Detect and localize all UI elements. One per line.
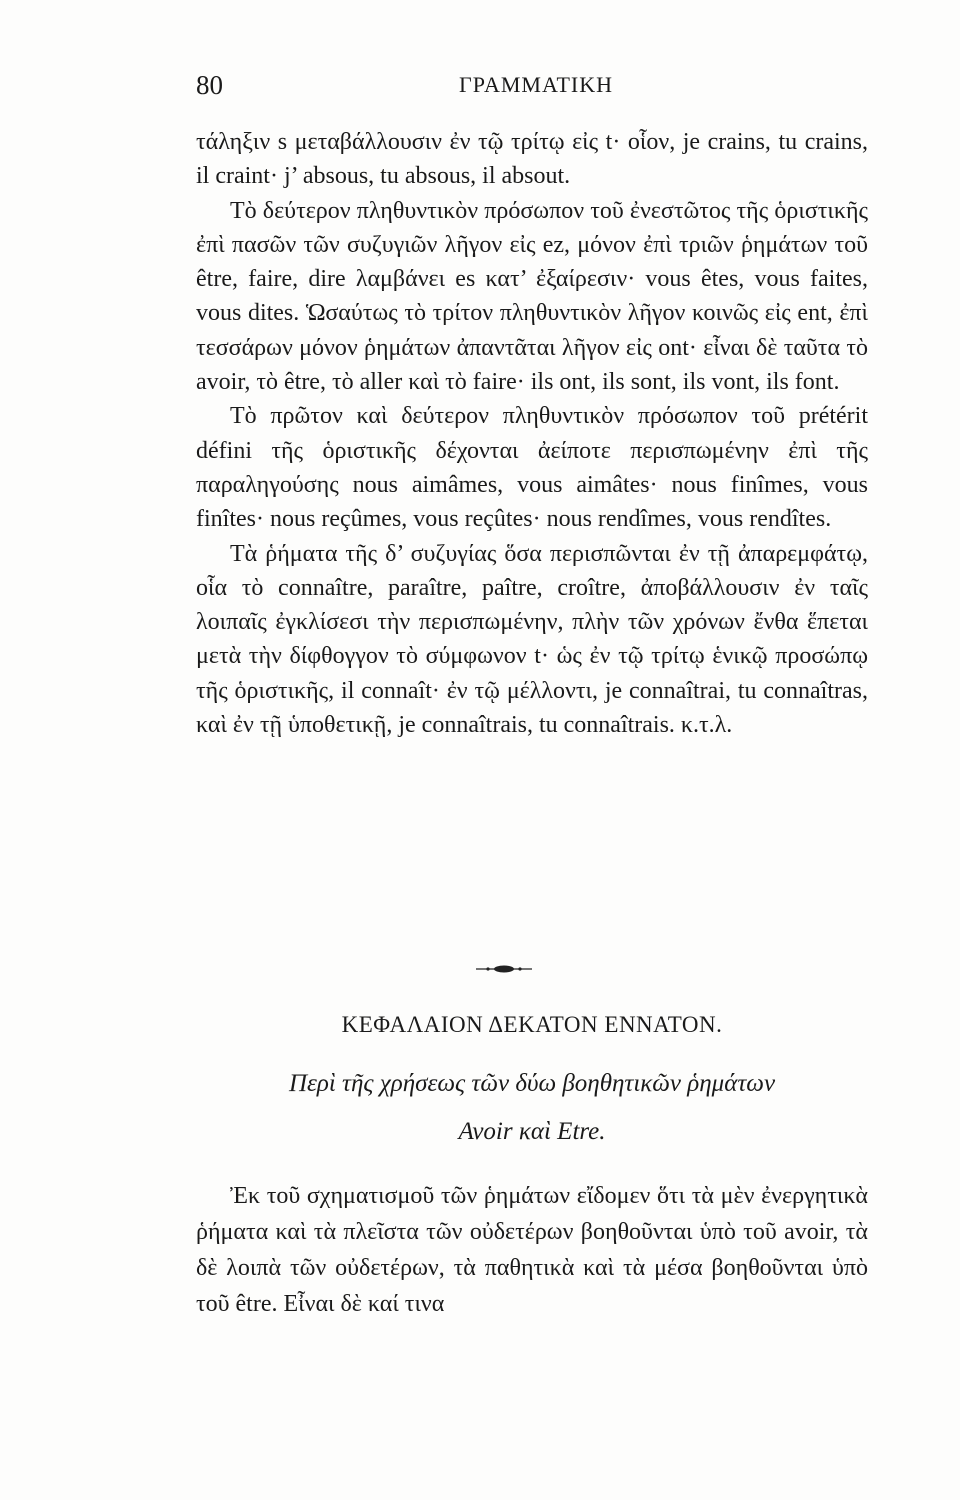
chapter-subtitle-line2: Avoir καὶ Etre.: [458, 1118, 606, 1145]
page-header: [196, 70, 876, 110]
paragraph-continuation: τάληξιν s μεταβάλλουσιν ἐν τῷ τρίτῳ εἰς t· οἷον, je crains, tu crains, il craint· j’ absous, tu absous, il absout.: [196, 129, 868, 190]
chapter-subtitle-line1: Περὶ τῆς χρήσεως τῶν δύω βοηθητικῶν ῥημάτων: [288, 1070, 776, 1097]
paragraph-fourth-conjugation: Τὰ ῥήματα τῆς δ’ συζυγίας ὅσα περισπῶνται ἐν τῇ ἀπαρεμφάτῳ, οἷα τὸ connaître, paraître, paître, croître, ἀποβάλλουσιν ἐν ταῖς λοιπαῖς ἐγκλίσεσι τὴν περισπωμένην, πλὴν τῶν χρόνων ἔνθα ἕπεται μετὰ τὴν δίφθογγον τὸ σύμφωνον t· ὡς ἐν τῷ τρίτῳ ἑνικῷ προσώπῳ τῆς ὁριστικῆς, il connaît· ἐν τῷ μέλλοντι, je connaîtrai, tu connaîtras, καὶ ἐν τῇ ὑποθετικῇ, je connaîtrais, tu connaîtrais. κ.τ.λ.: [196, 540, 868, 739]
paragraph-preterit-defini: Τὸ πρῶτον καὶ δεύτερον πληθυντικὸν πρόσωπον τοῦ prétérit défini τῆς ὁριστικῆς δέχονται ἀείποτε περισπωμένην ἐπὶ τῆς παραληγούσης nous aimâmes, vous aimâtes· nous finîmes, vous finîtes· nous reçûmes, vous reçûtes· nous rendîmes, vous rendîtes.: [196, 403, 868, 533]
page-number: 80: [196, 70, 223, 100]
running-title: ΓΡΑΜΜΑΤΙΚΗ: [459, 72, 613, 97]
chapter-text: [196, 1178, 868, 1322]
main-text: [196, 125, 868, 742]
chapter-heading: ΚΕΦΑΛΑΙΟΝ ΔΕΚΑΤΟΝ ΕΝΝΑΤΟΝ.: [341, 1012, 723, 1037]
section-divider-ornament: [474, 963, 534, 975]
paragraph-second-plural: Τὸ δεύτερον πληθυντικὸν πρόσωπον τοῦ ἐνεστῶτος τῆς ὁριστικῆς ἐπὶ πασῶν τῶν συζυγιῶν λῆγον εἰς ez, μόνον ἐπὶ τριῶν ῥημάτων τοῦ être, faire, dire λαμβάνει es κατ’ ἐξαίρεσιν· vous êtes, vous faites, vous dites. Ὡσαύτως τὸ τρίτον πληθυντικὸν λῆγον κοινῶς εἰς ent, ἐπὶ τεσσάρων μόνον ῥημάτων ἀπαντᾶται λῆγον εἰς ont· εἶναι δὲ ταῦτα τὸ avoir, τὸ être, τὸ aller καὶ τὸ faire· ils ont, ils sont, ils vont, ils font.: [196, 197, 868, 396]
paragraph-auxiliary-verbs: Ἐκ τοῦ σχηματισμοῦ τῶν ῥημάτων εἴδομεν ὅτι τὰ μὲν ἐνεργητικὰ ῥήματα καὶ τὰ πλεῖστα τῶν οὐδετέρων βοηθοῦνται ὑπὸ τοῦ avoir, τὰ δὲ λοιπὰ τῶν οὐδετέρων, τὰ παθητικὰ καὶ τὰ μέσα βοηθοῦνται ὑπὸ τοῦ être. Εἶναι δὲ καί τινα: [196, 1183, 868, 1317]
